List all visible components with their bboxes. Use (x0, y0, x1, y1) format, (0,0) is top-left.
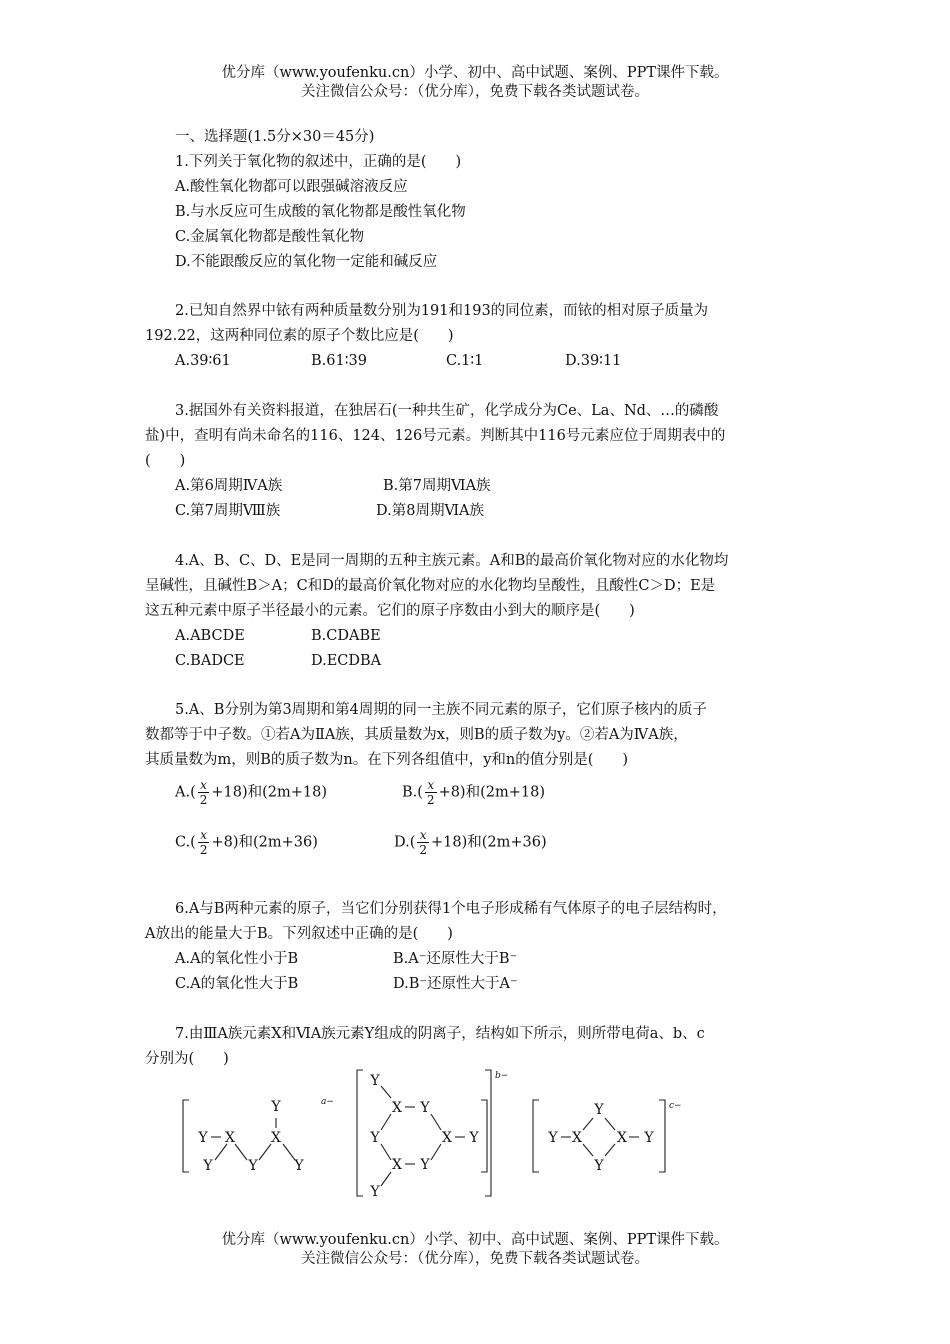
fraction-denominator: 2 (419, 843, 428, 857)
q3-option-d: D.第8周期ⅥA族 (376, 503, 484, 519)
fraction-denominator: 2 (199, 843, 208, 857)
q3-option-a: A.第6周期ⅣA族 (175, 478, 283, 494)
atom-x: X (572, 1130, 582, 1146)
q4-stem-3: 这五种元素中原子半径最小的元素。它们的原子序数由小到大的顺序是( ) (145, 603, 635, 619)
option-prefix: B.( (402, 784, 423, 801)
q2-stem-2: 192.22，这两种同位素的原子个数比应是( ) (145, 328, 454, 344)
option-suffix: +18)和(2m+18) (211, 784, 328, 801)
option-prefix: A.( (175, 784, 196, 801)
fraction-denominator: 2 (199, 793, 208, 807)
atom-y: Y (370, 1184, 380, 1200)
q3-stem-2: 盐)中，查明有尚未命名的116、124、126号元素。判断其中116号元素应位于周期表中的 (145, 428, 726, 444)
q7-stem-2: 分别为( ) (145, 1051, 229, 1067)
page-footer (0, 1231, 950, 1269)
q5-option-b (402, 778, 545, 807)
q1-option-d: D.不能跟酸反应的氧化物一定能和碱反应 (175, 254, 438, 270)
atom-y: Y (420, 1157, 430, 1173)
option-suffix: +8)和(2m+18) (438, 784, 545, 801)
q3-stem-3: ( ) (145, 453, 186, 469)
atom-y: Y (294, 1158, 304, 1174)
atom-y: Y (420, 1100, 430, 1116)
q4-option-b: B.CDABE (311, 628, 381, 644)
q4-option-d: D.ECDBA (311, 653, 382, 669)
q3-option-c: C.第7周期Ⅷ族 (175, 503, 281, 519)
q4-stem-1: 4.A、B、C、D、E是同一周期的五种主族元素。A和B的最高价氧化物对应的水化物均 (175, 553, 729, 569)
q7-structure-diagrams (175, 1068, 715, 1202)
q6-stem-2: A放出的能量大于B。下列叙述中正确的是( ) (145, 926, 453, 942)
atom-y: Y (248, 1158, 258, 1174)
option-suffix: +8)和(2m+36) (211, 834, 318, 851)
fraction-x-over-2 (417, 828, 429, 857)
atom-y: Y (548, 1130, 558, 1146)
atom-y: Y (198, 1130, 208, 1146)
fraction-numerator: x (417, 828, 429, 843)
q7-stem-1: 7.由ⅢA族元素X和ⅥA族元素Y组成的阴离子，结构如下所示，则所带电荷a、b、c (175, 1026, 705, 1042)
atom-y: Y (370, 1073, 380, 1089)
q6-option-a: A.A的氧化性小于B (175, 951, 299, 967)
q1-option-c: C.金属氧化物都是酸性氧化物 (175, 229, 365, 245)
q6-option-d: D.B⁻还原性大于A⁻ (393, 976, 518, 992)
atom-y: Y (644, 1130, 654, 1146)
atom-x: X (392, 1100, 402, 1116)
charge-b: b− (495, 1071, 509, 1081)
q6-option-b: B.A⁻还原性大于B⁻ (393, 951, 518, 967)
fraction-numerator: x (425, 778, 437, 793)
footer-line-1: 优分库（www.youfenku.cn）小学、初中、高中试题、案例、PPT课件下载。 (221, 1232, 729, 1248)
q5-option-d (394, 828, 547, 857)
option-prefix: D.( (394, 834, 416, 851)
fraction-denominator: 2 (426, 793, 435, 807)
charge-c: c− (669, 1101, 682, 1111)
q5-option-a (175, 778, 327, 807)
atom-x: X (442, 1130, 452, 1146)
q2-option-b: B.61∶39 (311, 353, 367, 369)
q6-option-c: C.A的氧化性大于B (175, 976, 299, 992)
q3-option-b: B.第7周期ⅥA族 (383, 478, 491, 494)
atom-x: X (392, 1157, 402, 1173)
atom-x: X (225, 1130, 235, 1146)
fraction-x-over-2 (198, 828, 210, 857)
atom-y: Y (469, 1130, 479, 1146)
q2-option-d: D.39∶11 (565, 353, 622, 369)
atom-y: Y (203, 1158, 213, 1174)
q3-stem-1: 3.据国外有关资料报道，在独居石(一种共生矿，化学成分为Ce、La、Nd、…的磷酸 (175, 403, 719, 419)
q1-option-a: A.酸性氧化物都可以跟强碱溶液反应 (175, 179, 408, 195)
atom-y: Y (594, 1102, 604, 1118)
option-suffix: +18)和(2m+36) (431, 834, 547, 851)
q2-option-c: C.1∶1 (446, 353, 484, 369)
atom-x: X (271, 1130, 281, 1146)
q5-stem-2: 数都等于中子数。①若A为ⅡA族，其质量数为x，则B的质子数为y。②若A为ⅣA族， (145, 727, 688, 743)
charge-a: a− (321, 1097, 334, 1107)
page-header (0, 64, 950, 102)
q1-option-b: B.与水反应可生成酸的氧化物都是酸性氧化物 (175, 204, 466, 220)
option-prefix: C.( (175, 834, 196, 851)
footer-line-2: 关注微信公众号：（优分库），免费下载各类试题试卷。 (301, 1251, 649, 1267)
q2-option-a: A.39∶61 (175, 353, 231, 369)
q4-option-a: A.ABCDE (175, 628, 245, 644)
q5-stem-3: 其质量数为m，则B的质子数为n。在下列各组值中，y和n的值分别是( ) (145, 752, 629, 768)
q1-stem: 1.下列关于氧化物的叙述中，正确的是( ) (175, 154, 462, 170)
q2-stem-1: 2.已知自然界中铱有两种质量数分别为191和193的同位素，而铱的相对原子质量为 (175, 303, 709, 319)
atom-y: Y (271, 1099, 281, 1115)
fraction-x-over-2 (198, 778, 210, 807)
atom-y: Y (370, 1130, 380, 1146)
atom-y: Y (594, 1158, 604, 1174)
fraction-x-over-2 (425, 778, 437, 807)
fraction-numerator: x (198, 828, 210, 843)
q4-option-c: C.BADCE (175, 653, 245, 669)
header-line-1: 优分库（www.youfenku.cn）小学、初中、高中试题、案例、PPT课件下载。 (221, 65, 729, 81)
q5-option-c (175, 828, 318, 857)
atom-x: X (617, 1130, 627, 1146)
q5-stem-1: 5.A、B分别为第3周期和第4周期的同一主族不同元素的原子，它们原子核内的质子 (175, 702, 707, 718)
section-title: 一、选择题(1.5分×30＝45分) (175, 129, 375, 145)
fraction-numerator: x (198, 778, 210, 793)
header-line-2: 关注微信公众号：（优分库），免费下载各类试题试卷。 (301, 84, 649, 100)
q6-stem-1: 6.A与B两种元素的原子，当它们分别获得1个电子形成稀有气体原子的电子层结构时， (175, 901, 727, 917)
q4-stem-2: 呈碱性，且碱性B＞A；C和D的最高价氧化物对应的水化物均呈酸性，且酸性C＞D；E是 (145, 578, 716, 594)
